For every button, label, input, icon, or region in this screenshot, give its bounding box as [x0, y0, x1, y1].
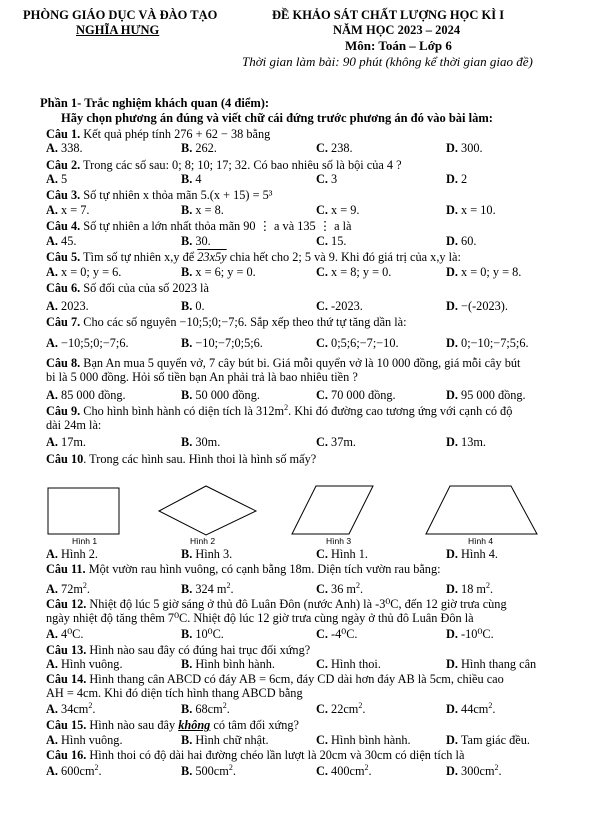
- q11-option-b: B. 324 $m^2$.: [181, 580, 234, 596]
- q13-option-c: C. Hình thoi.: [316, 657, 381, 671]
- q12-option-c: C. -4⁰C.: [316, 627, 358, 641]
- figure-4-trapezoid: [426, 486, 537, 534]
- q3-option-b: B. x = 8.: [181, 203, 224, 217]
- q6-option-b: B. 0.: [181, 299, 205, 313]
- q11-option-d: D. 18 $m^2$.: [446, 580, 494, 596]
- q16-option-c: C. $400cm^2$.: [316, 762, 372, 778]
- q13-option-a: A. Hình vuông.: [46, 657, 123, 671]
- q4-option-a: A. 45.: [46, 234, 77, 248]
- q5-option-a: A. x = 0; y = 6.: [46, 265, 122, 279]
- q7-option-a: A. −10;5;0;−7;6.: [46, 336, 129, 350]
- q9-option-a: A. 17m.: [46, 435, 86, 449]
- question-9-line1: Câu 9. Cho hình bình hành có diện tích là $312m^2$. Khi đó đường cao tương ứng với cạnh có độ: [46, 402, 513, 418]
- figure-2-label: Hình 2: [190, 536, 216, 546]
- question-15: Câu 15. Hình nào sau đây không có tâm đối xứng?: [46, 718, 299, 732]
- q9-option-c: C. 37m.: [316, 435, 356, 449]
- q7-option-c: C. 0;5;6;−7;−10.: [316, 336, 399, 350]
- question-14-line1: Câu 14. Hình thang cân ABCD có đáy AB = 6cm, đáy CD dài hơn đáy AB là 5cm, chiều cao: [46, 672, 504, 686]
- exam-title: ĐỀ KHẢO SÁT CHẤT LƯỢNG HỌC KÌ I: [272, 8, 505, 22]
- figure-4-label: Hình 4: [468, 536, 494, 546]
- question-4: Câu 4. Số tự nhiên a lớn nhất thỏa mãn 90 ⋮ a và 135 ⋮ a là: [46, 219, 352, 233]
- figure-1-rectangle: [48, 488, 119, 534]
- emphasis-word: không: [178, 718, 211, 732]
- q7-option-d: D. 0;−10;−7;5;6.: [446, 336, 529, 350]
- q6-option-c: C. -2023.: [316, 299, 363, 313]
- q11-option-a: A. $72m^2$.: [46, 580, 90, 596]
- q10-option-c: C. Hình 1.: [316, 547, 368, 561]
- question-12-line2: ngày nhiệt độ tăng thêm 7⁰C. Nhiệt độ lúc 12 giờ trưa cùng ngày ở thủ đô Luân Đôn là: [46, 611, 474, 625]
- q6-option-d: D. −(-2023).: [446, 299, 508, 313]
- question-3: Câu 3. Số tự nhiên x thỏa mãn 5.(x + 15) = 5³: [46, 188, 273, 202]
- district-name: NGHĨA HƯNG: [76, 23, 160, 37]
- q2-option-d: D. 2: [446, 172, 468, 186]
- question-8-line2: bi là 5 000 đồng. Hỏi số tiền bạn An phải trả là bao nhiêu tiền ?: [46, 370, 358, 384]
- q2-option-c: C. 3: [316, 172, 338, 186]
- q12-option-a: A. 4⁰C.: [46, 627, 84, 641]
- q10-option-b: B. Hình 3.: [181, 547, 233, 561]
- department-name: PHÒNG GIÁO DỤC VÀ ĐÀO TẠO: [23, 8, 218, 22]
- q6-option-a: A. 2023.: [46, 299, 89, 313]
- q4-option-b: B. 30.: [181, 234, 211, 248]
- overlined-number: 23x5y: [197, 250, 227, 264]
- q15-option-a: A. Hình vuông.: [46, 733, 123, 747]
- q13-option-b: B. Hình bình hành.: [181, 657, 275, 671]
- q15-option-b: B. Hình chữ nhật.: [181, 733, 269, 747]
- q14-option-d: D. $44cm^2$.: [446, 700, 496, 716]
- q7-option-b: B. −10;−7;0;5;6.: [181, 336, 263, 350]
- q10-option-a: A. Hình 2.: [46, 547, 98, 561]
- q9-option-d: D. 13m.: [446, 435, 486, 449]
- q4-option-c: C. 15.: [316, 234, 347, 248]
- q12-option-b: B. 10⁰C.: [181, 627, 224, 641]
- question-1: Câu 1. Kết quả phép tính 276 + 62 − 38 bằng: [46, 127, 271, 141]
- q1-option-b: B. 262.: [181, 141, 217, 155]
- q8-option-a: A. 85 000 đồng.: [46, 388, 126, 402]
- part1-title: Phần 1- Trắc nghiệm khách quan (4 điểm):: [40, 96, 270, 110]
- q3-option-a: A. x = 7.: [46, 203, 90, 217]
- question-14-line2: AH = 4cm. Khi đó diện tích hình thang ABCD bằng: [46, 686, 303, 700]
- q16-option-b: B. $500cm^2$.: [181, 762, 236, 778]
- q3-option-c: C. x = 9.: [316, 203, 360, 217]
- q1-option-d: D. 300.: [446, 141, 483, 155]
- q8-option-b: B. 50 000 đồng.: [181, 388, 260, 402]
- q13-option-d: D. Hình thang cân: [446, 657, 537, 671]
- q15-option-c: C. Hình bình hành.: [316, 733, 411, 747]
- question-2: Câu 2. Trong các số sau: 0; 8; 10; 17; 32. Có bao nhiêu số là bội của 4 ?: [46, 158, 402, 172]
- q14-option-c: C. $22cm^2$.: [316, 700, 366, 716]
- question-8-line1: Câu 8. Bạn An mua 5 quyển vở, 7 cây bút bi. Giá mỗi quyển vở là 10 000 đồng, giá mỗi cây bút: [46, 356, 521, 370]
- q15-option-d: D. Tam giác đều.: [446, 733, 530, 747]
- figure-3-parallelogram: [292, 486, 373, 534]
- question-11: Câu 11. Một vườn rau hình vuông, có cạnh bằng 18m. Diện tích vườn rau bằng:: [46, 562, 441, 576]
- subject-line: Môn: Toán – Lớp 6: [345, 38, 452, 53]
- question-9-line2: dài 24m là:: [46, 418, 102, 432]
- question-7: Câu 7. Cho các số nguyên −10;5;0;−7;6. Sắp xếp theo thứ tự tăng dần là:: [46, 315, 407, 329]
- q2-option-a: A. 5: [46, 172, 68, 186]
- q14-option-b: B. $68cm^2$.: [181, 700, 230, 716]
- q5-option-c: C. x = 8; y = 0.: [316, 265, 392, 279]
- q5-option-b: B. x = 6; y = 0.: [181, 265, 256, 279]
- q10-option-d: D. Hình 4.: [446, 547, 498, 561]
- question-5: Câu 5. Tìm số tự nhiên x,y để 23x5y chia hết cho 2; 5 và 9. Khi đó giá trị của x,y là:: [46, 250, 461, 264]
- q8-option-d: D. 95 000 đồng.: [446, 388, 526, 402]
- q16-option-d: D. $300cm^2$.: [446, 762, 502, 778]
- question-13: Câu 13. Hình nào sau đây có đúng hai trục đối xứng?: [46, 643, 311, 657]
- question-16: Câu 16. Hình thoi có độ dài hai đường chéo lần lượt là 20cm và 30cm có diện tích là: [46, 748, 465, 762]
- question-10: Câu 10. Trong các hình sau. Hình thoi là hình số mấy?: [46, 452, 317, 466]
- q12-option-d: D. -10⁰C.: [446, 627, 494, 641]
- q14-option-a: A. $34cm^2$.: [46, 700, 96, 716]
- q3-option-d: D. x = 10.: [446, 203, 496, 217]
- figure-3-label: Hình 3: [326, 536, 352, 546]
- time-note: Thời gian làm bài: 90 phút (không kể thời gian giao đề): [242, 54, 533, 69]
- q16-option-a: A. $600cm^2$.: [46, 762, 102, 778]
- question-12-line1: Câu 12. Nhiệt độ lúc 5 giờ sáng ở thủ đô Luân Đôn (nước Anh) là -3⁰C, đến 12 giờ trưa cùng: [46, 597, 507, 611]
- figure-2-rhombus: [159, 486, 256, 535]
- q9-option-b: B. 30m.: [181, 435, 221, 449]
- q4-option-d: D. 60.: [446, 234, 477, 248]
- part1-instruction: Hãy chọn phương án đúng và viết chữ cái đứng trước phương án đó vào bài làm:: [61, 111, 493, 125]
- q8-option-c: C. 70 000 đồng.: [316, 388, 396, 402]
- q1-option-a: A. 338.: [46, 141, 83, 155]
- q2-option-b: B. 4: [181, 172, 202, 186]
- question-6: Câu 6. Số đối của của số 2023 là: [46, 281, 209, 295]
- q5-option-d: D. x = 0; y = 8.: [446, 265, 522, 279]
- q1-option-c: C. 238.: [316, 141, 353, 155]
- school-year: NĂM HỌC 2023 – 2024: [333, 23, 461, 37]
- figure-1-label: Hình 1: [72, 536, 98, 546]
- q11-option-c: C. 36 $m^2$.: [316, 580, 364, 596]
